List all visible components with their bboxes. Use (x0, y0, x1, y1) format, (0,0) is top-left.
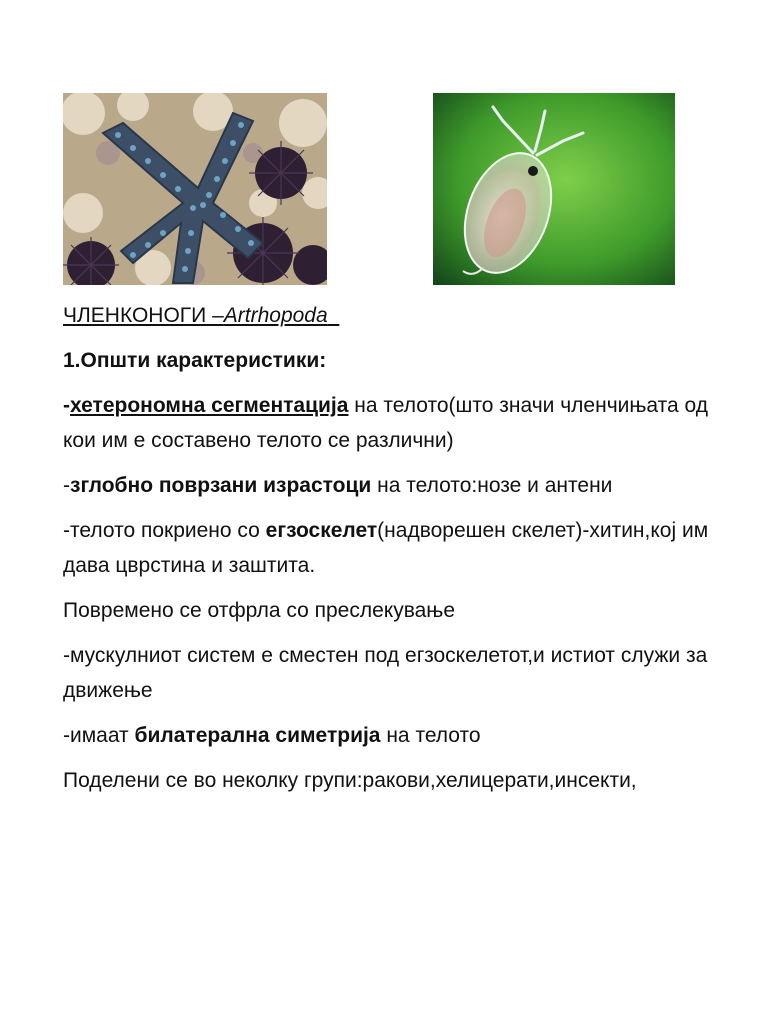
term-segmentation: хетерономна сегментација (70, 394, 349, 417)
document-body (63, 298, 733, 808)
point-symmetry: -имаат билатерална симетрија на телото (63, 724, 481, 747)
section-heading: 1.Општи карактеристики: (63, 349, 327, 372)
point-appendages: -зглобно поврзани израстоци на телото:нозе и антени (63, 474, 613, 497)
starfish-photo (63, 93, 327, 285)
title-latin: Artrhopoda (223, 304, 328, 327)
term-appendages: зглобно поврзани израстоци (70, 474, 372, 497)
term-symmetry: билатерална симетрија (134, 724, 381, 747)
term-exoskeleton: егзоскелет (265, 519, 378, 542)
point-molting: Повремено се отфрла со преслекување (63, 599, 456, 622)
water-flea-photo (433, 93, 675, 285)
point-exoskeleton: -телото покриено со егзоскелет(надворешен скелет)-хитин,кој им дава цврстина и заштита. (63, 519, 709, 577)
page-title (63, 298, 733, 333)
title-main: ЧЛЕНКОНОГИ – (63, 304, 224, 327)
point-groups: Поделени се во неколку групи:ракови,хелицерати,инсекти, (63, 769, 637, 792)
point-muscles: -мускулниот систем е сместен под егзоскелетот,и истиот служи за движење (63, 644, 708, 702)
point-segmentation: -хетерономна сегментација на телото(што значи членчињата од кои им е составено телото се различни) (63, 394, 709, 452)
